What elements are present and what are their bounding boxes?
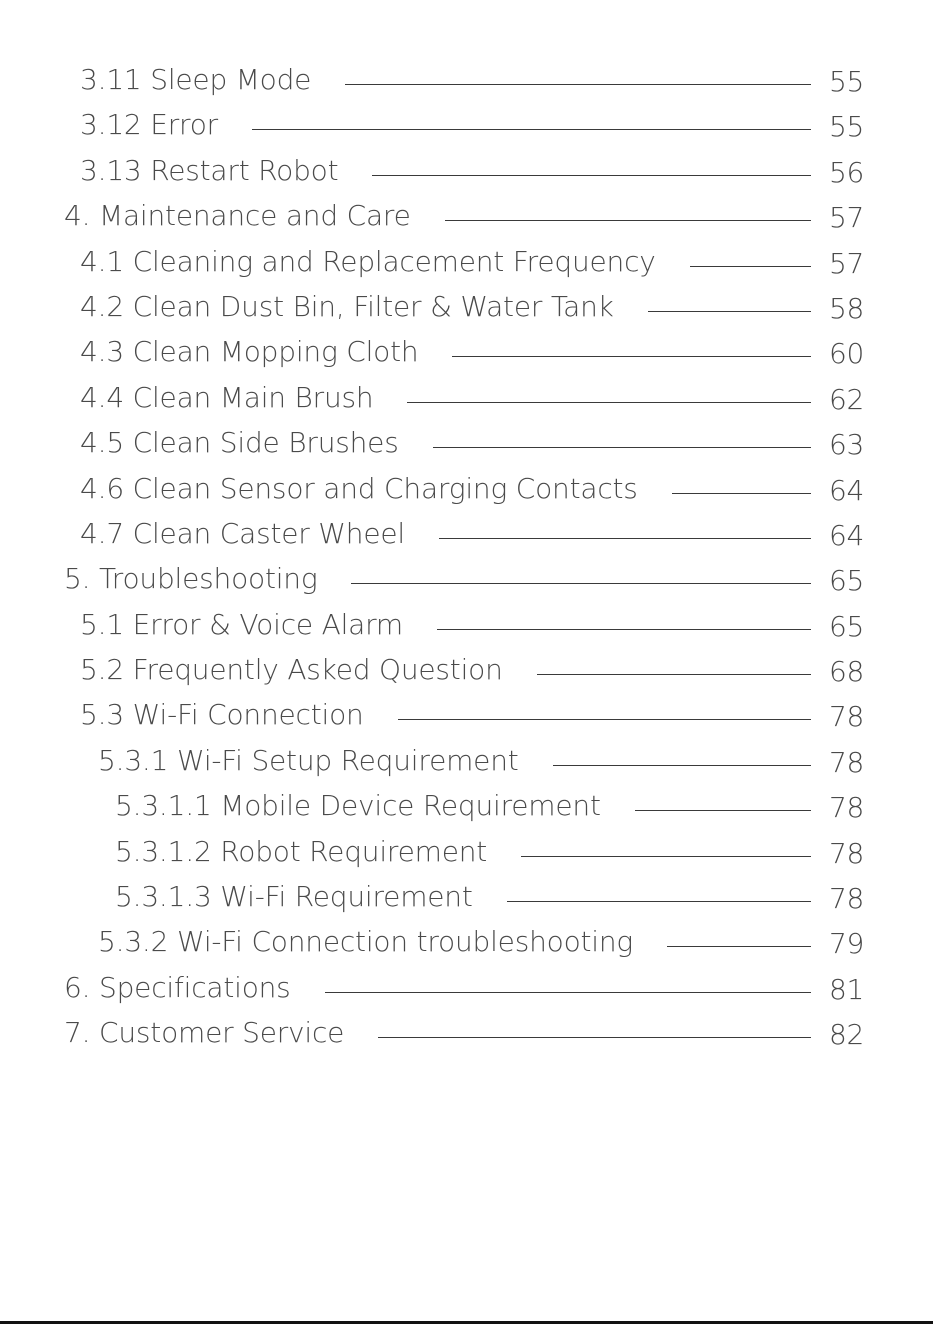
toc-leader-line [648,311,811,312]
toc-entry-page-number: 57 [829,246,865,280]
toc-entry-page-number: 58 [829,291,865,325]
toc-leader-line [537,674,811,675]
toc-entry-page-number: 82 [829,1018,865,1052]
toc-entry-title: 6. Specifications [64,970,291,1004]
toc-entry-title: 3.13 Restart Robot [80,153,339,187]
toc-entry[interactable] [0,376,933,421]
toc-entry-page-number: 65 [829,564,865,598]
toc-entry[interactable] [0,603,933,648]
toc-entry[interactable] [0,739,933,784]
toc-entry-page-number: 60 [829,337,865,371]
toc-entry[interactable] [0,648,933,693]
toc-entry-title: 5.3.1.2 Robot Requirement [115,834,488,868]
toc-leader-line [439,538,811,539]
toc-entry[interactable] [0,920,933,965]
table-of-contents [0,58,933,1057]
toc-entry[interactable] [0,693,933,738]
toc-leader-line [690,266,811,267]
toc-leader-line [672,493,811,494]
toc-entry-page-number: 57 [829,201,865,235]
toc-entry-page-number: 64 [829,518,865,552]
toc-entry-page-number: 64 [829,473,865,507]
toc-entry-page-number: 55 [829,110,865,144]
toc-leader-line [667,946,811,947]
toc-entry[interactable] [0,421,933,466]
toc-entry-page-number: 78 [829,791,865,825]
toc-entry-page-number: 68 [829,655,865,689]
toc-leader-line [445,220,811,221]
toc-leader-line [521,856,811,857]
toc-entry-page-number: 65 [829,609,865,643]
toc-entry-page-number: 56 [829,155,865,189]
toc-entry-page-number: 62 [829,382,865,416]
toc-entry-title: 4.2 Clean Dust Bin, Filter & Water Tank [80,289,614,323]
toc-leader-line [372,175,811,176]
toc-leader-line [635,810,811,811]
toc-entry-page-number: 79 [829,927,865,961]
toc-entry-page-number: 63 [829,428,865,462]
toc-entry-title: 4.7 Clean Caster Wheel [80,516,405,550]
toc-entry[interactable] [0,512,933,557]
toc-entry-title: 5.1 Error & Voice Alarm [80,607,404,641]
toc-entry-title: 5. Troubleshooting [64,562,318,596]
toc-entry-page-number: 78 [829,836,865,870]
toc-entry-page-number: 78 [829,882,865,916]
toc-entry-page-number: 81 [829,972,865,1006]
toc-entry-title: 5.3.1 Wi-Fi Setup Requirement [98,743,519,777]
toc-entry-title: 5.2 Frequently Asked Question [80,653,503,687]
toc-entry-title: 5.3.2 Wi-Fi Connection troubleshooting [98,925,634,959]
toc-entry[interactable] [0,467,933,512]
toc-leader-line [437,629,811,630]
toc-entry[interactable] [0,784,933,829]
toc-entry-title: 4.4 Clean Main Brush [80,380,374,414]
toc-entry-title: 3.12 Error [80,108,218,142]
toc-entry-title: 5.3.1.3 Wi-Fi Requirement [115,880,473,914]
toc-leader-line [553,765,811,766]
toc-leader-line [252,129,811,130]
toc-leader-line [507,901,811,902]
toc-entry-page-number: 78 [829,745,865,779]
toc-leader-line [345,84,811,85]
toc-leader-line [325,992,811,993]
toc-entry[interactable] [0,830,933,875]
toc-entry-title: 4.1 Cleaning and Replacement Frequency [80,244,656,278]
toc-entry[interactable] [0,285,933,330]
toc-entry-title: 7. Customer Service [64,1016,345,1050]
toc-leader-line [433,447,811,448]
toc-leader-line [407,402,811,403]
toc-leader-line [351,583,811,584]
toc-entry-title: 4.3 Clean Mopping Cloth [80,335,419,369]
toc-entry-title: 4.5 Clean Side Brushes [80,426,399,460]
toc-entry[interactable] [0,966,933,1011]
toc-entry[interactable] [0,194,933,239]
toc-entry-title: 5.3 Wi-Fi Connection [80,698,364,732]
toc-entry[interactable] [0,330,933,375]
toc-entry-title: 5.3.1.1 Mobile Device Requirement [115,789,601,823]
toc-entry-title: 4. Maintenance and Care [64,199,411,233]
toc-leader-line [378,1037,811,1038]
toc-entry-title: 4.6 Clean Sensor and Charging Contacts [80,471,638,505]
toc-entry-page-number: 55 [829,65,865,98]
toc-entry[interactable] [0,58,933,103]
toc-entry[interactable] [0,149,933,194]
toc-entry[interactable] [0,1011,933,1056]
toc-entry-title: 3.11 Sleep Mode [80,63,312,96]
toc-leader-line [398,719,811,720]
toc-entry[interactable] [0,103,933,148]
toc-entry[interactable] [0,240,933,285]
toc-entry[interactable] [0,875,933,920]
toc-entry-page-number: 78 [829,700,865,734]
toc-leader-line [452,356,811,357]
toc-entry[interactable] [0,557,933,602]
